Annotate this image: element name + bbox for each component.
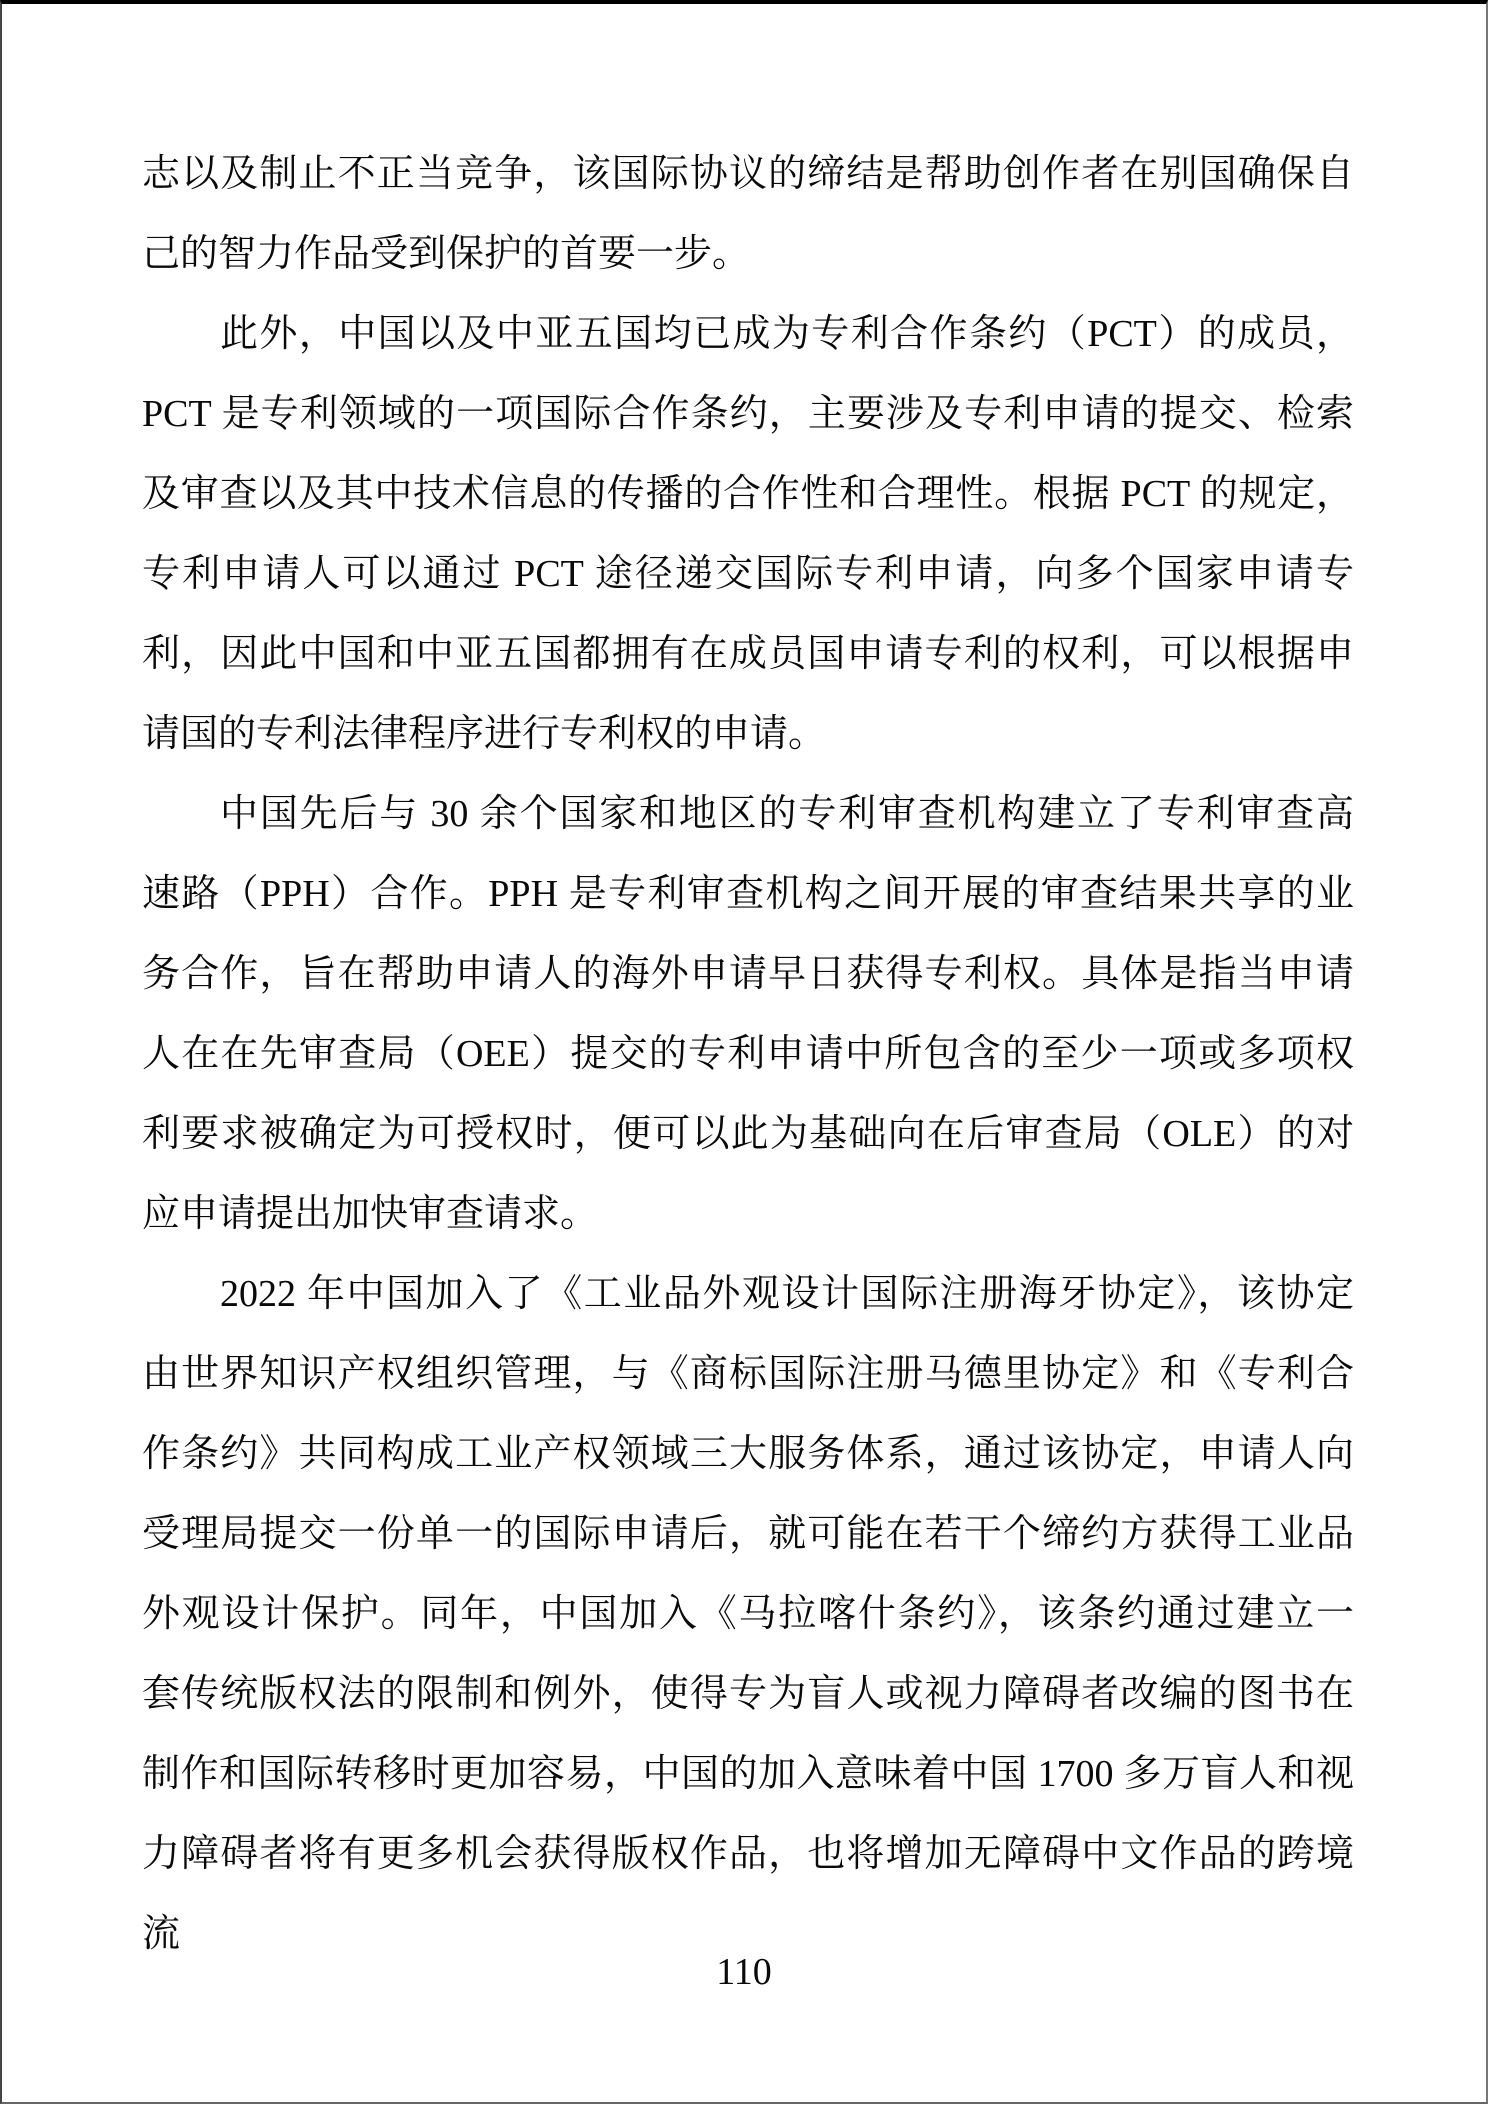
text-line: 速路（PPH）合作。PPH 是专利审查机构之间开展的审查结果共享的业 xyxy=(142,873,1354,915)
text-line: 中国先后与 30 余个国家和地区的专利审查机构建立了专利审查高 xyxy=(220,793,1354,835)
text-line: 务合作，旨在帮助申请人的海外申请早日获得专利权。具体是指当申请 xyxy=(142,953,1354,995)
text-line: 人在在先审查局（OEE）提交的专利申请中所包含的至少一项或多项权 xyxy=(142,1033,1354,1075)
text-line: 及审查以及其中技术信息的传播的合作性和合理性。根据 PCT 的规定， xyxy=(142,473,1354,515)
text-line: 2022 年中国加入了《工业品外观设计国际注册海牙协定》，该协定 xyxy=(220,1273,1354,1315)
page-number: 110 xyxy=(716,1951,772,1993)
text-line: PCT 是专利领域的一项国际合作条约，主要涉及专利申请的提交、检索 xyxy=(142,393,1354,435)
text-line: 作条约》共同构成工业产权领域三大服务体系，通过该协定，申请人向 xyxy=(142,1433,1354,1475)
text-line: 利要求被确定为可授权时，便可以此为基础向在后审查局（OLE）的对 xyxy=(142,1113,1354,1155)
text-line: 应申请提出加快审查请求。 xyxy=(142,1193,599,1235)
text-line: 请国的专利法律程序进行专利权的申请。 xyxy=(142,713,827,755)
text-line: 专利申请人可以通过 PCT 途径递交国际专利申请，向多个国家申请专 xyxy=(142,553,1354,595)
text-line: 利，因此中国和中亚五国都拥有在成员国申请专利的权利，可以根据申 xyxy=(142,633,1354,675)
text-line: 此外，中国以及中亚五国均已成为专利合作条约（PCT）的成员， xyxy=(220,313,1354,355)
text-line: 受理局提交一份单一的国际申请后，就可能在若干个缔约方获得工业品 xyxy=(142,1513,1354,1555)
text-block xyxy=(142,134,1354,1955)
text-line: 外观设计保护。同年，中国加入《马拉喀什条约》，该条约通过建立一 xyxy=(142,1593,1354,1635)
text-line: 力障碍者将有更多机会获得版权作品，也将增加无障碍中文作品的跨境流 xyxy=(142,1833,1354,1955)
text-line: 由世界知识产权组织管理，与《商标国际注册马德里协定》和《专利合 xyxy=(142,1353,1354,1395)
text-line: 志以及制止不正当竞争，该国际协议的缔结是帮助创作者在别国确保自 xyxy=(142,153,1354,195)
text-line: 套传统版权法的限制和例外，使得专为盲人或视力障碍者改编的图书在 xyxy=(142,1673,1354,1715)
text-line: 制作和国际转移时更加容易，中国的加入意味着中国 1700 多万盲人和视 xyxy=(142,1753,1354,1795)
text-line: 己的智力作品受到保护的首要一步。 xyxy=(142,233,751,275)
